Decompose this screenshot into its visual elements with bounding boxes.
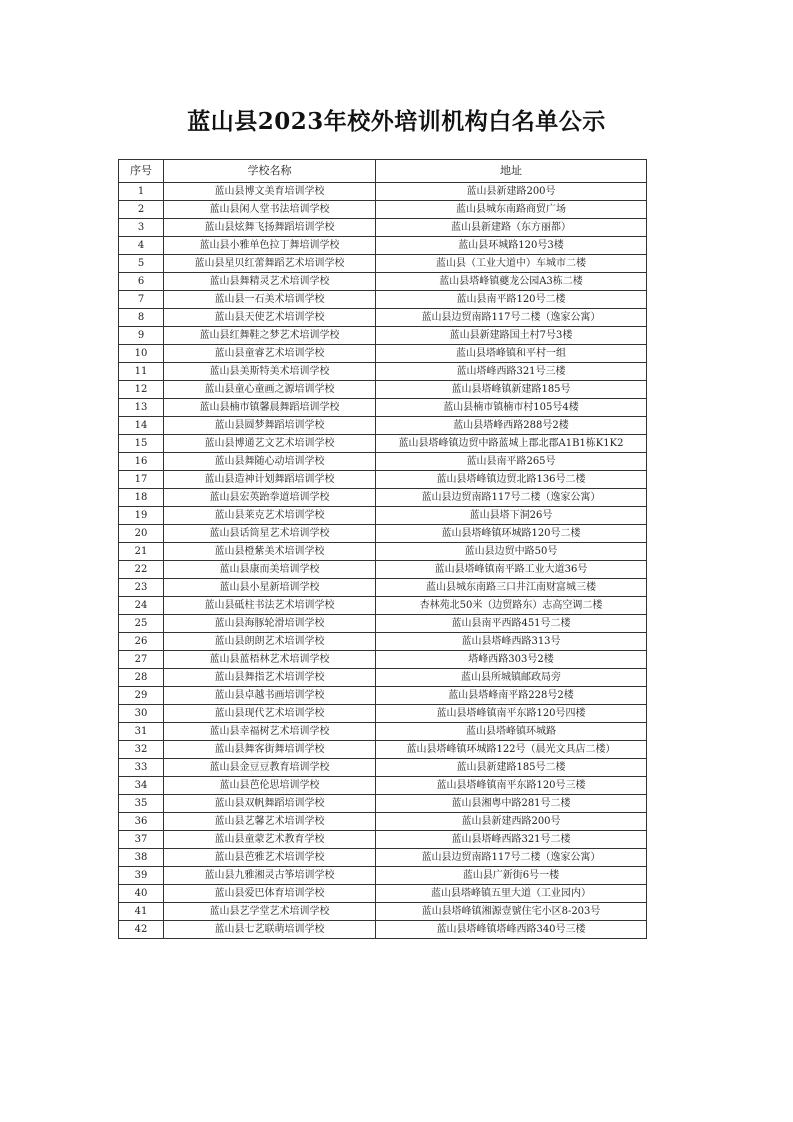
school-name: 蓝山县七艺联萌培训学校 bbox=[164, 921, 376, 939]
table-row bbox=[119, 777, 647, 795]
school-name: 蓝山县炫舞飞扬舞蹈培训学校 bbox=[164, 219, 376, 237]
table-row bbox=[119, 183, 647, 201]
school-address: 蓝山县塔峰镇湘源壹號住宅小区8-203号 bbox=[376, 903, 647, 921]
row-index: 9 bbox=[119, 327, 164, 345]
school-name: 蓝山县博文美育培训学校 bbox=[164, 183, 376, 201]
table-row bbox=[119, 597, 647, 615]
school-address: 蓝山县城东南路商贸广场 bbox=[376, 201, 647, 219]
school-name: 蓝山县楠市镇馨晨舞蹈培训学校 bbox=[164, 399, 376, 417]
school-address: 蓝山塔峰西路321号三楼 bbox=[376, 363, 647, 381]
row-index: 3 bbox=[119, 219, 164, 237]
school-name: 蓝山县现代艺术培训学校 bbox=[164, 705, 376, 723]
school-name: 蓝山县艺馨艺术培训学校 bbox=[164, 813, 376, 831]
table-row bbox=[119, 543, 647, 561]
school-address: 蓝山县塔峰镇南平路工业大道36号 bbox=[376, 561, 647, 579]
school-address: 蓝山县塔峰镇边贸中路蓝城上郡北郡A1B1栋K1K2 bbox=[376, 435, 647, 453]
school-name: 蓝山县话筒星艺术培训学校 bbox=[164, 525, 376, 543]
row-index: 21 bbox=[119, 543, 164, 561]
school-name: 蓝山县舞指艺术培训学校 bbox=[164, 669, 376, 687]
school-address: 蓝山县边贸南路117号二楼（逸家公寓） bbox=[376, 489, 647, 507]
row-index: 38 bbox=[119, 849, 164, 867]
school-name: 蓝山县舞精灵艺术培训学校 bbox=[164, 273, 376, 291]
table-row bbox=[119, 417, 647, 435]
school-address: 蓝山县城东南路三口井江南财富城三楼 bbox=[376, 579, 647, 597]
whitelist-table bbox=[118, 159, 647, 939]
row-index: 42 bbox=[119, 921, 164, 939]
table-body bbox=[119, 183, 647, 939]
school-address: 蓝山县楠市镇楠市村105号4楼 bbox=[376, 399, 647, 417]
table-row bbox=[119, 705, 647, 723]
row-index: 32 bbox=[119, 741, 164, 759]
table-row bbox=[119, 363, 647, 381]
row-index: 26 bbox=[119, 633, 164, 651]
school-name: 蓝山县博通艺文艺术培训学校 bbox=[164, 435, 376, 453]
table-row bbox=[119, 471, 647, 489]
school-address: 蓝山县南平路265号 bbox=[376, 453, 647, 471]
row-index: 29 bbox=[119, 687, 164, 705]
school-address: 蓝山县新建西路200号 bbox=[376, 813, 647, 831]
table-row bbox=[119, 327, 647, 345]
school-name: 蓝山县芭伦思培训学校 bbox=[164, 777, 376, 795]
row-index: 4 bbox=[119, 237, 164, 255]
school-name: 蓝山县舞随心动培训学校 bbox=[164, 453, 376, 471]
school-address: 蓝山县新建路国土村7号3楼 bbox=[376, 327, 647, 345]
row-index: 1 bbox=[119, 183, 164, 201]
school-address: 蓝山县南平西路451号二楼 bbox=[376, 615, 647, 633]
table-row bbox=[119, 615, 647, 633]
school-name: 蓝山县圆梦舞蹈培训学校 bbox=[164, 417, 376, 435]
school-name: 蓝山县童心童画之源培训学校 bbox=[164, 381, 376, 399]
school-name: 蓝山县红舞鞋之梦艺术培训学校 bbox=[164, 327, 376, 345]
school-address: 蓝山县塔峰镇五里大道（工业园内） bbox=[376, 885, 647, 903]
table-row bbox=[119, 273, 647, 291]
table-row bbox=[119, 813, 647, 831]
row-index: 25 bbox=[119, 615, 164, 633]
school-name: 蓝山县双帆舞蹈培训学校 bbox=[164, 795, 376, 813]
row-index: 22 bbox=[119, 561, 164, 579]
table-row bbox=[119, 885, 647, 903]
school-address: 蓝山县（工业大道中）车城市二楼 bbox=[376, 255, 647, 273]
table-row bbox=[119, 291, 647, 309]
row-index: 8 bbox=[119, 309, 164, 327]
table-row bbox=[119, 381, 647, 399]
table-header-row bbox=[119, 160, 647, 183]
school-name: 蓝山县砥柱书法艺术培训学校 bbox=[164, 597, 376, 615]
table-row bbox=[119, 435, 647, 453]
school-address: 蓝山县塔下洞26号 bbox=[376, 507, 647, 525]
school-address: 蓝山县边贸中路50号 bbox=[376, 543, 647, 561]
table-row bbox=[119, 849, 647, 867]
school-name: 蓝山县康而美培训学校 bbox=[164, 561, 376, 579]
table-row bbox=[119, 489, 647, 507]
school-address: 蓝山县塔峰镇边贸北路136号二楼 bbox=[376, 471, 647, 489]
row-index: 34 bbox=[119, 777, 164, 795]
row-index: 20 bbox=[119, 525, 164, 543]
row-index: 39 bbox=[119, 867, 164, 885]
school-address: 蓝山县新建路185号二楼 bbox=[376, 759, 647, 777]
school-name: 蓝山县九雅湘灵古筝培训学校 bbox=[164, 867, 376, 885]
table-row bbox=[119, 525, 647, 543]
school-name: 蓝山县美斯特美术培训学校 bbox=[164, 363, 376, 381]
school-address: 蓝山县边贸南路117号二楼（逸家公寓） bbox=[376, 309, 647, 327]
table-row bbox=[119, 201, 647, 219]
row-index: 40 bbox=[119, 885, 164, 903]
school-name: 蓝山县爱巴体育培训学校 bbox=[164, 885, 376, 903]
school-name: 蓝山县艺学堂艺术培训学校 bbox=[164, 903, 376, 921]
school-name: 蓝山县舞客街舞培训学校 bbox=[164, 741, 376, 759]
row-index: 36 bbox=[119, 813, 164, 831]
school-name: 蓝山县橙紫美术培训学校 bbox=[164, 543, 376, 561]
table-row bbox=[119, 759, 647, 777]
row-index: 12 bbox=[119, 381, 164, 399]
table-row bbox=[119, 453, 647, 471]
row-index: 13 bbox=[119, 399, 164, 417]
row-index: 31 bbox=[119, 723, 164, 741]
school-name: 蓝山县闲人堂书法培训学校 bbox=[164, 201, 376, 219]
school-name: 蓝山县小星新培训学校 bbox=[164, 579, 376, 597]
school-name: 蓝山县童睿艺术培训学校 bbox=[164, 345, 376, 363]
row-index: 28 bbox=[119, 669, 164, 687]
table-row bbox=[119, 651, 647, 669]
row-index: 6 bbox=[119, 273, 164, 291]
header-school-name: 学校名称 bbox=[164, 160, 376, 183]
row-index: 11 bbox=[119, 363, 164, 381]
school-name: 蓝山县朗朗艺术培训学校 bbox=[164, 633, 376, 651]
row-index: 2 bbox=[119, 201, 164, 219]
school-address: 蓝山县塔峰镇环城路120号二楼 bbox=[376, 525, 647, 543]
school-address: 杏林苑北50米（边贸路东）志高空调二楼 bbox=[376, 597, 647, 615]
table-row bbox=[119, 345, 647, 363]
school-name: 蓝山县蓝梧林艺术培训学校 bbox=[164, 651, 376, 669]
school-name: 蓝山县童蒙艺术教育学校 bbox=[164, 831, 376, 849]
table-row bbox=[119, 921, 647, 939]
school-address: 蓝山县塔峰西路288号2楼 bbox=[376, 417, 647, 435]
school-name: 蓝山县芭雅艺术培训学校 bbox=[164, 849, 376, 867]
school-address: 蓝山县塔峰镇塔峰西路340号三楼 bbox=[376, 921, 647, 939]
row-index: 41 bbox=[119, 903, 164, 921]
school-address: 蓝山县塔峰镇和平村一组 bbox=[376, 345, 647, 363]
school-address: 蓝山县边贸南路117号二楼（逸家公寓） bbox=[376, 849, 647, 867]
school-address: 蓝山县所城镇邮政局旁 bbox=[376, 669, 647, 687]
school-name: 蓝山县卓越书画培训学校 bbox=[164, 687, 376, 705]
school-name: 蓝山县海豚轮滑培训学校 bbox=[164, 615, 376, 633]
school-name: 蓝山县天使艺术培训学校 bbox=[164, 309, 376, 327]
school-name: 蓝山县造神计划舞蹈培训学校 bbox=[164, 471, 376, 489]
school-address: 蓝山县新建路200号 bbox=[376, 183, 647, 201]
school-name: 蓝山县金豆豆教育培训学校 bbox=[164, 759, 376, 777]
school-name: 蓝山县宏英跆拳道培训学校 bbox=[164, 489, 376, 507]
school-address: 蓝山县塔峰镇夔龙公园A3栋二楼 bbox=[376, 273, 647, 291]
school-address: 蓝山县塔峰镇新建路185号 bbox=[376, 381, 647, 399]
table-row bbox=[119, 723, 647, 741]
school-address: 蓝山县湘粤中路281号二楼 bbox=[376, 795, 647, 813]
school-name: 蓝山县小雅单色拉丁舞培训学校 bbox=[164, 237, 376, 255]
school-address: 蓝山县新建路（东方丽都） bbox=[376, 219, 647, 237]
school-address: 蓝山县塔峰南平路228号2楼 bbox=[376, 687, 647, 705]
school-name: 蓝山县莱克艺术培训学校 bbox=[164, 507, 376, 525]
school-address: 蓝山县广新街6号一楼 bbox=[376, 867, 647, 885]
table-row bbox=[119, 219, 647, 237]
row-index: 10 bbox=[119, 345, 164, 363]
table-row bbox=[119, 795, 647, 813]
row-index: 7 bbox=[119, 291, 164, 309]
row-index: 37 bbox=[119, 831, 164, 849]
table-row bbox=[119, 687, 647, 705]
table-row bbox=[119, 831, 647, 849]
table-row bbox=[119, 633, 647, 651]
row-index: 17 bbox=[119, 471, 164, 489]
table-row bbox=[119, 507, 647, 525]
row-index: 23 bbox=[119, 579, 164, 597]
school-address: 蓝山县塔峰镇南平东路120号四楼 bbox=[376, 705, 647, 723]
table-row bbox=[119, 237, 647, 255]
row-index: 16 bbox=[119, 453, 164, 471]
school-address: 蓝山县塔峰镇环城路 bbox=[376, 723, 647, 741]
table-row bbox=[119, 309, 647, 327]
row-index: 15 bbox=[119, 435, 164, 453]
school-address: 蓝山县环城路120号3楼 bbox=[376, 237, 647, 255]
school-name: 蓝山县幸福树艺术培训学校 bbox=[164, 723, 376, 741]
page-title: 蓝山县2023年校外培训机构白名单公示 bbox=[187, 108, 606, 135]
header-index: 序号 bbox=[119, 160, 164, 183]
school-address: 蓝山县塔峰镇南平东路120号三楼 bbox=[376, 777, 647, 795]
school-address: 蓝山县南平路120号二楼 bbox=[376, 291, 647, 309]
header-address: 地址 bbox=[376, 160, 647, 183]
table-row bbox=[119, 669, 647, 687]
table-row bbox=[119, 867, 647, 885]
row-index: 18 bbox=[119, 489, 164, 507]
row-index: 14 bbox=[119, 417, 164, 435]
row-index: 30 bbox=[119, 705, 164, 723]
school-name: 蓝山县一石美术培训学校 bbox=[164, 291, 376, 309]
row-index: 33 bbox=[119, 759, 164, 777]
table-row bbox=[119, 741, 647, 759]
table-row bbox=[119, 561, 647, 579]
row-index: 5 bbox=[119, 255, 164, 273]
row-index: 19 bbox=[119, 507, 164, 525]
school-address: 蓝山县塔峰镇环城路122号（晨光文具店二楼） bbox=[376, 741, 647, 759]
row-index: 35 bbox=[119, 795, 164, 813]
table-row bbox=[119, 903, 647, 921]
row-index: 27 bbox=[119, 651, 164, 669]
school-name: 蓝山县星贝红蕾舞蹈艺术培训学校 bbox=[164, 255, 376, 273]
table-row bbox=[119, 579, 647, 597]
table-row bbox=[119, 399, 647, 417]
school-address: 蓝山县塔峰西路313号 bbox=[376, 633, 647, 651]
school-address: 蓝山县塔峰西路321号二楼 bbox=[376, 831, 647, 849]
school-address: 塔峰西路303号2楼 bbox=[376, 651, 647, 669]
table-row bbox=[119, 255, 647, 273]
row-index: 24 bbox=[119, 597, 164, 615]
